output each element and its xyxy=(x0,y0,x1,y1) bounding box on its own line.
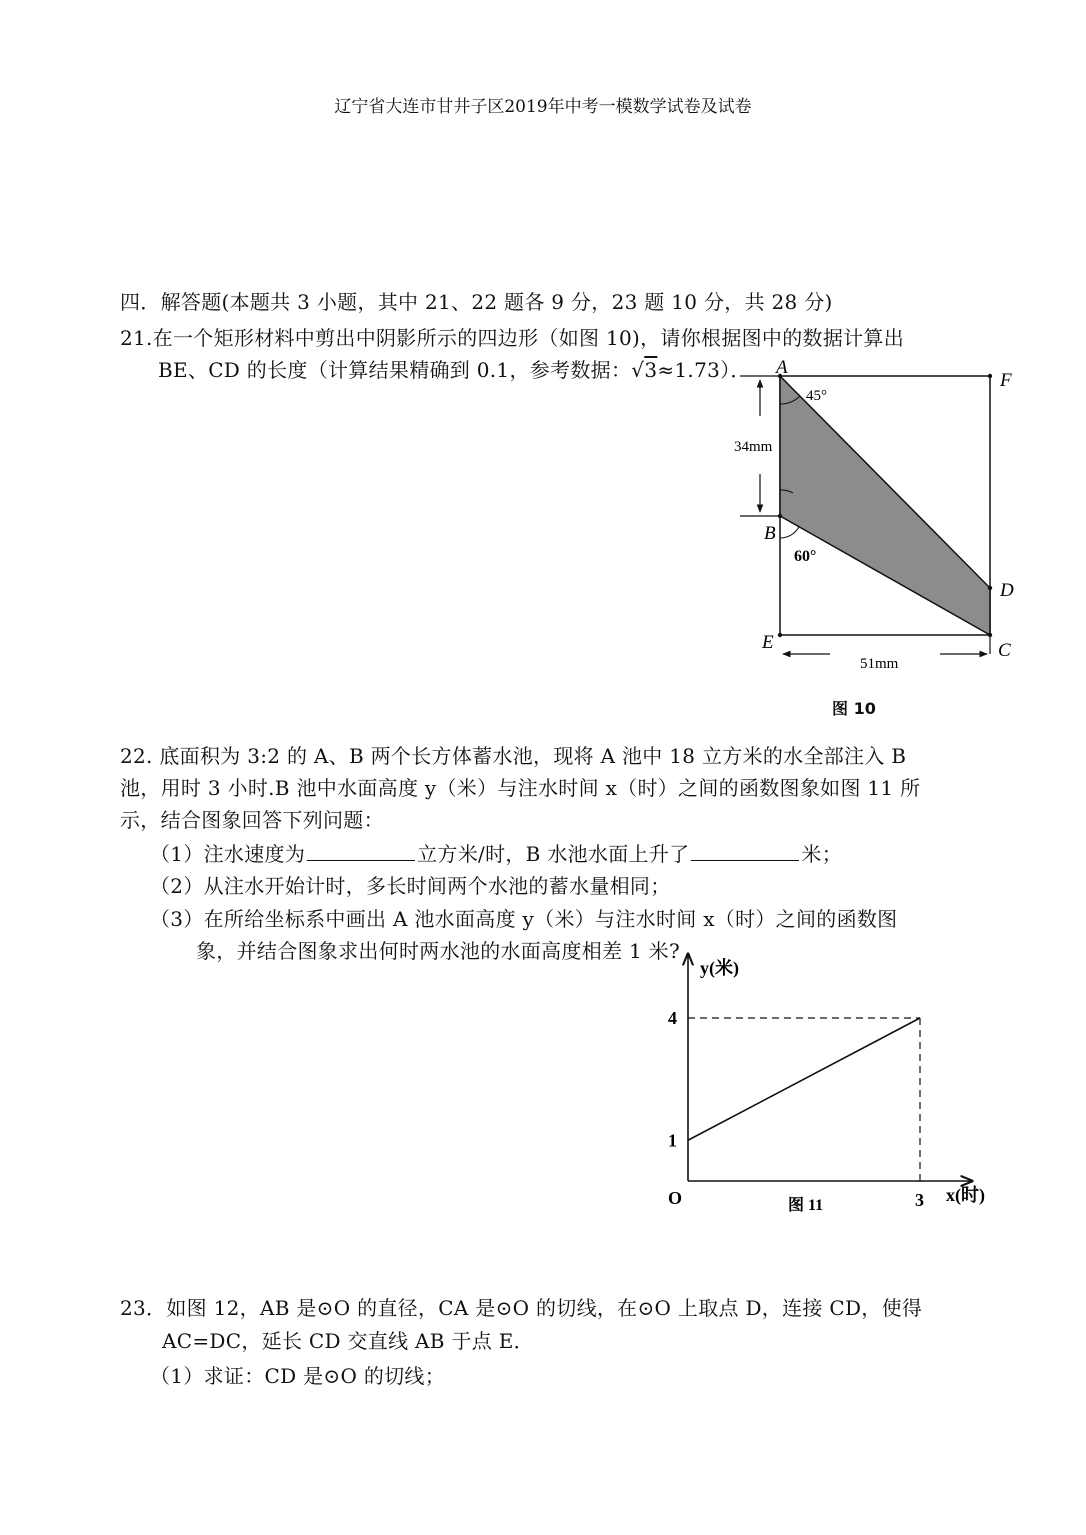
sqrt-radicand: 3 xyxy=(644,358,658,382)
q22-part2: （2）从注水开始计时，多长时间两个水池的蓄水量相同； xyxy=(150,874,671,898)
x-axis-label: x(时) xyxy=(946,1185,985,1205)
page-header: 辽宁省大连市甘井子区2019年中考一模数学试卷及试卷 xyxy=(334,97,752,117)
figure-11-caption: 图 11 xyxy=(788,1197,824,1214)
series-line-b-pool xyxy=(688,1018,920,1140)
origin-label: O xyxy=(668,1188,683,1208)
x-tick-label: 3 xyxy=(915,1190,924,1210)
label-A: A xyxy=(776,357,788,378)
dim-34mm-label: 34mm xyxy=(734,439,773,455)
answer-blank-rise[interactable] xyxy=(691,840,799,861)
y-tick-label: 1 xyxy=(668,1130,677,1151)
shaded-quadrilateral xyxy=(780,376,990,635)
q22-part3-line2: 象，并结合图象求出何时两水池的水面高度相差 1 米? xyxy=(196,939,680,963)
q21-line2-text: BE、CD 的长度（计算结果精确到 0.1，参考数据： xyxy=(158,358,632,382)
q22-line1: 22. 底面积为 3:2 的 A、B 两个长方体蓄水池，现将 A 池中 18 立方米的水全部注入 B xyxy=(120,744,907,768)
y-tick-label: 4 xyxy=(668,1008,677,1028)
q21-line2-approx: ≈1.73）． xyxy=(657,358,751,382)
q21-line2 xyxy=(158,354,751,383)
label-C: C xyxy=(998,640,1011,661)
q22-line3: 示，结合图象回答下列问题： xyxy=(120,808,384,832)
figure-11-chart xyxy=(650,948,1010,1218)
q22-part1-c: 米； xyxy=(801,842,843,866)
answer-blank-rate[interactable] xyxy=(307,840,415,861)
angle-45-label: 45° xyxy=(806,388,827,404)
figure-10 xyxy=(720,356,1050,726)
label-D: D xyxy=(1000,580,1014,601)
q21-line1: 21.在一个矩形材料中剪出中阴影所示的四边形（如图 10)，请你根据图中的数据计算出 xyxy=(120,326,905,350)
q23-part1: （1）求证：CD 是⊙O 的切线； xyxy=(150,1364,446,1388)
q22-part3-line1: （3）在所给坐标系中画出 A 池水面高度 y（米）与注水时间 x（时）之间的函数图 xyxy=(150,907,898,931)
sqrt-symbol: √ xyxy=(631,358,645,382)
q22-part1-a: （1）注水速度为 xyxy=(150,842,306,866)
y-axis-label: y(米) xyxy=(700,958,739,978)
figure-10-caption: 图 10 xyxy=(832,699,876,718)
q22-part1-b: 立方米/时，B 水池水面上升了 xyxy=(417,842,690,866)
label-E: E xyxy=(762,632,774,653)
label-F: F xyxy=(1000,370,1012,391)
label-B: B xyxy=(764,523,776,544)
dim-51mm-label: 51mm xyxy=(860,656,899,672)
q23-line2: AC=DC，延长 CD 交直线 AB 于点 E． xyxy=(162,1329,534,1353)
q22-part1 xyxy=(150,838,842,867)
angle-60-label: 60° xyxy=(794,548,817,565)
q23-line1: 23．如图 12，AB 是⊙O 的直径，CA 是⊙O 的切线，在⊙O 上取点 D，连接 CD，使得 xyxy=(120,1296,923,1320)
section-heading: 四．解答题(本题共 3 小题，其中 21、22 题各 9 分，23 题 10 分，共 28 分) xyxy=(120,290,833,314)
q22-line2: 池，用时 3 小时.B 池中水面高度 y（米）与注水时间 x（时）之间的函数图象如图 11 所 xyxy=(120,776,921,800)
